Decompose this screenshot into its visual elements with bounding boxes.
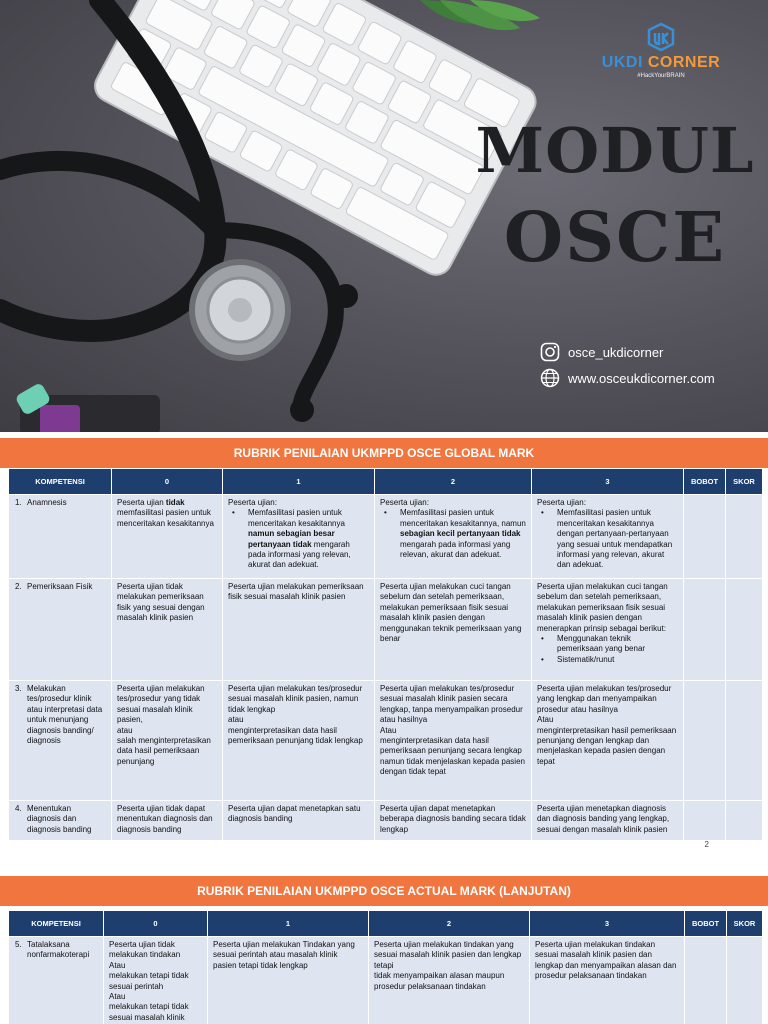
criteria-emphasis: tidak [165, 498, 185, 507]
header-score-0: 0 [104, 911, 208, 937]
criteria-intro: Peserta ujian: [380, 498, 429, 507]
criteria-text: Peserta ujian [117, 498, 166, 507]
criteria-intro: Peserta ujian melakukan cuci tangan sebelum dan setelah pemeriksaan, melakukan pemeriksaan fisik sesuai masalah klinik pasien dengan menerapkan prinsip sebagai berikut: [537, 582, 668, 633]
rubric-page-actual-mark [0, 860, 768, 1024]
criteria-cell-3 [532, 495, 684, 579]
criteria-text: Memfasilitasi pasien untuk menceritakan kesakitannya [248, 508, 345, 528]
table-row [9, 579, 763, 681]
criteria-text: menginterpretasikan hasil pemeriksaan penunjang dengan lengkap dan menjelaskan kepada pasien dengan tepat [537, 725, 677, 766]
header-bobot: BOBOT [684, 469, 726, 495]
instagram-handle[interactable] [540, 342, 663, 362]
bobot-cell[interactable] [684, 681, 726, 801]
cover-title [470, 114, 760, 278]
rubric-table-global [8, 468, 763, 841]
ukdi-corner-logo [586, 22, 736, 92]
table-row [9, 937, 763, 1024]
criteria-intro: Peserta ujian: [537, 498, 586, 507]
header-score-3: 3 [532, 469, 684, 495]
criteria-text: salah menginterpretasikan data hasil pemeriksaan penunjang [117, 735, 211, 766]
website-text: www.osceukdicorner.com [568, 370, 715, 386]
kompetensi-name: Melakukan tes/prosedur klinik atau interpretasi data untuk menunjang diagnosis banding/ diagnosis [27, 684, 103, 745]
instagram-icon [540, 342, 560, 362]
criteria-bullet: • Sistematik/runut [537, 655, 678, 665]
criteria-cell-1: Peserta ujian melakukan pemeriksaan fisik sesuai masalah klinik pasien [223, 579, 375, 681]
header-bobot: BOBOT [685, 911, 727, 937]
kompetensi-cell [9, 579, 112, 681]
bobot-cell[interactable] [684, 579, 726, 681]
header-kompetensi: KOMPETENSI [9, 911, 104, 937]
table-row [9, 681, 763, 801]
pens-image [15, 382, 160, 432]
criteria-text: mengarah pada informasi yang relevan, akurat dan adekuat. [400, 539, 511, 559]
skor-cell[interactable] [726, 801, 763, 841]
criteria-text: tidak menyampaikan alasan maupun prosedur pelaksanaan tindakan [374, 971, 505, 991]
rubric-banner-global: RUBRIK PENILAIAN UKMPPD OSCE GLOBAL MARK [0, 438, 768, 468]
kompetensi-name: Menentukan diagnosis dan diagnosis banding [27, 804, 92, 834]
kompetensi-name: Anamnesis [27, 498, 67, 507]
criteria-cell-3: Peserta ujian melakukan tindakan sesuai masalah klinik pasien dan lengkap dan menyampaikan alasan dan prosedur pelaksanaan tindakan [530, 937, 685, 1024]
criteria-text: menginterpretasikan data hasil pemeriksaan penunjang tidak lengkap [228, 725, 363, 745]
rubric-page-global-mark [0, 432, 768, 860]
criteria-cell-1 [223, 495, 375, 579]
criteria-text: Memfasilitasi pasien untuk menceritakan kesakitannya, namun [400, 508, 526, 528]
criteria-cell-3 [532, 579, 684, 681]
criteria-text: memfasilitasi pasien untuk menceritakan kesakitannya [117, 508, 214, 528]
criteria-cell-1: Peserta ujian melakukan Tindakan yang sesuai perintah atau masalah klinik pasien tetapi tidak lengkap [208, 937, 369, 1024]
table-header-row [9, 469, 763, 495]
criteria-bullet [380, 508, 526, 560]
ukdi-corner-logo-icon [646, 22, 676, 52]
criteria-text: mengarah pada informasi yang relevan, akurat dan adekuat. [248, 539, 351, 570]
logo-tagline: #HackYourBRAIN [637, 73, 685, 79]
kompetensi-name: Tatalaksana nonfarmakoterapi [27, 940, 90, 960]
criteria-connector: Atau [109, 991, 126, 1001]
row-number: 1. [15, 498, 22, 507]
header-score-1: 1 [223, 469, 375, 495]
criteria-emphasis: namun sebagian besar pertanyaan tidak [248, 529, 335, 549]
logo-text [586, 54, 736, 72]
header-skor: SKOR [727, 911, 763, 937]
header-score-2: 2 [375, 469, 532, 495]
row-number: 5. [15, 940, 22, 949]
criteria-text: melakukan tetapi tidak sesuai perintah [109, 971, 189, 991]
kompetensi-cell [9, 681, 112, 801]
instagram-text: osce_ukdicorner [568, 344, 664, 360]
header-score-2: 2 [369, 911, 530, 937]
table-row [9, 801, 763, 841]
page-number: 2 [704, 840, 709, 849]
kompetensi-cell [9, 801, 112, 841]
criteria-text: menginterpretasikan data hasil pemeriksaan penunjang secara lengkap namun tidak menjelaskan kepada pasien dengan tidak tepat [380, 735, 525, 777]
title-osce: OSCE [503, 198, 727, 278]
rubric-banner-actual: RUBRIK PENILAIAN UKMPPD OSCE ACTUAL MARK (LANJUTAN) [0, 876, 768, 906]
criteria-text: Peserta ujian melakukan tes/prosedur yang tidak sesuai masalah klinik pasien, [117, 684, 205, 725]
skor-cell[interactable] [727, 937, 763, 1024]
kompetensi-cell [9, 495, 112, 579]
header-score-0: 0 [112, 469, 223, 495]
row-number: 2. [15, 582, 22, 591]
kompetensi-cell [9, 937, 104, 1024]
criteria-intro: Peserta ujian: [228, 498, 277, 507]
skor-cell[interactable] [726, 495, 763, 579]
header-skor: SKOR [726, 469, 763, 495]
criteria-text: Peserta ujian melakukan tes/prosedur sesuai masalah klinik pasien, namun tidak lengkap [228, 684, 363, 714]
globe-icon [540, 368, 560, 388]
criteria-connector: Atau [380, 725, 397, 735]
bobot-cell[interactable] [684, 801, 726, 841]
criteria-emphasis: sebagian kecil pertanyaan tidak [400, 529, 521, 539]
cover [0, 0, 768, 432]
plant-image [420, 0, 540, 30]
row-number: 4. [15, 804, 22, 813]
criteria-text: Peserta ujian tidak melakukan tindakan [109, 940, 181, 960]
criteria-connector: atau [228, 715, 244, 725]
header-score-3: 3 [530, 911, 685, 937]
criteria-cell-2: Peserta ujian dapat menetapkan beberapa diagnosis banding secara tidak lengkap [375, 801, 532, 841]
website-link[interactable] [540, 368, 715, 388]
criteria-cell-2 [375, 495, 532, 579]
logo-ukdi: UKDI [601, 54, 643, 71]
criteria-connector: atau [117, 725, 133, 735]
skor-cell[interactable] [726, 681, 763, 801]
criteria-connector: Atau [537, 715, 554, 725]
title-modul: MODUL [475, 114, 755, 187]
criteria-cell-1 [223, 681, 375, 801]
criteria-cell-2: Peserta ujian melakukan cuci tangan sebelum dan setelah pemeriksaan, melakukan pemeriksaan fisik sesuai masalah klinik pasien dengan menggunakan teknik pemeriksaan yang benar [375, 579, 532, 681]
criteria-cell-0: Peserta ujian tidak melakukan pemeriksaan fisik yang sesuai dengan masalah klinik pasien [112, 579, 223, 681]
row-number: 3. [15, 684, 22, 693]
criteria-cell-0 [112, 495, 223, 579]
criteria-cell-0 [112, 681, 223, 801]
criteria-cell-3: Peserta ujian menetapkan diagnosis dan diagnosis banding yang lengkap, sesuai dengan masalah klinik pasien [532, 801, 684, 841]
criteria-text: melakukan tetapi tidak sesuai masalah klinik [109, 1002, 189, 1022]
criteria-connector: tetapi [374, 960, 394, 970]
kompetensi-name: Pemeriksaan Fisik [27, 582, 93, 591]
bobot-cell[interactable] [685, 937, 727, 1024]
criteria-text: Peserta ujian melakukan tes/prosedur yang lengkap dan menyampaikan prosedur atau hasilnya [537, 684, 672, 714]
criteria-text: Peserta ujian melakukan tindakan yang sesuai masalah klinik pasien dan lengkap [374, 940, 522, 960]
criteria-cell-3 [532, 681, 684, 801]
header-kompetensi: KOMPETENSI [9, 469, 112, 495]
header-score-1: 1 [208, 911, 369, 937]
criteria-cell-2 [369, 937, 530, 1024]
table-header-row [9, 911, 763, 937]
criteria-cell-0: Peserta ujian tidak dapat menentukan diagnosis dan diagnosis banding [112, 801, 223, 841]
logo-corner: CORNER [647, 54, 721, 71]
criteria-bullet: • Menggunakan teknik pemeriksaan yang benar [537, 634, 678, 655]
criteria-cell-1: Peserta ujian dapat menetapkan satu diagnosis banding [223, 801, 375, 841]
criteria-cell-0 [104, 937, 208, 1024]
bobot-cell[interactable] [684, 495, 726, 579]
criteria-connector: Atau [109, 960, 126, 970]
rubric-table-actual [8, 910, 763, 1024]
criteria-bullet: • Memfasilitasi pasien untuk menceritakan kesakitannya dengan pertanyaan-pertanyaan yang sesuai untuk mendapatkan informasi yang relevan, akurat dan adekuat. [537, 508, 678, 570]
criteria-text: Peserta ujian melakukan tes/prosedur sesuai masalah klinik pasien secara lengkap, tanpa menyampaikan prosedur atau hasilnya [380, 684, 523, 725]
criteria-cell-2 [375, 681, 532, 801]
criteria-bullet [228, 508, 369, 570]
skor-cell[interactable] [726, 579, 763, 681]
table-row [9, 495, 763, 579]
